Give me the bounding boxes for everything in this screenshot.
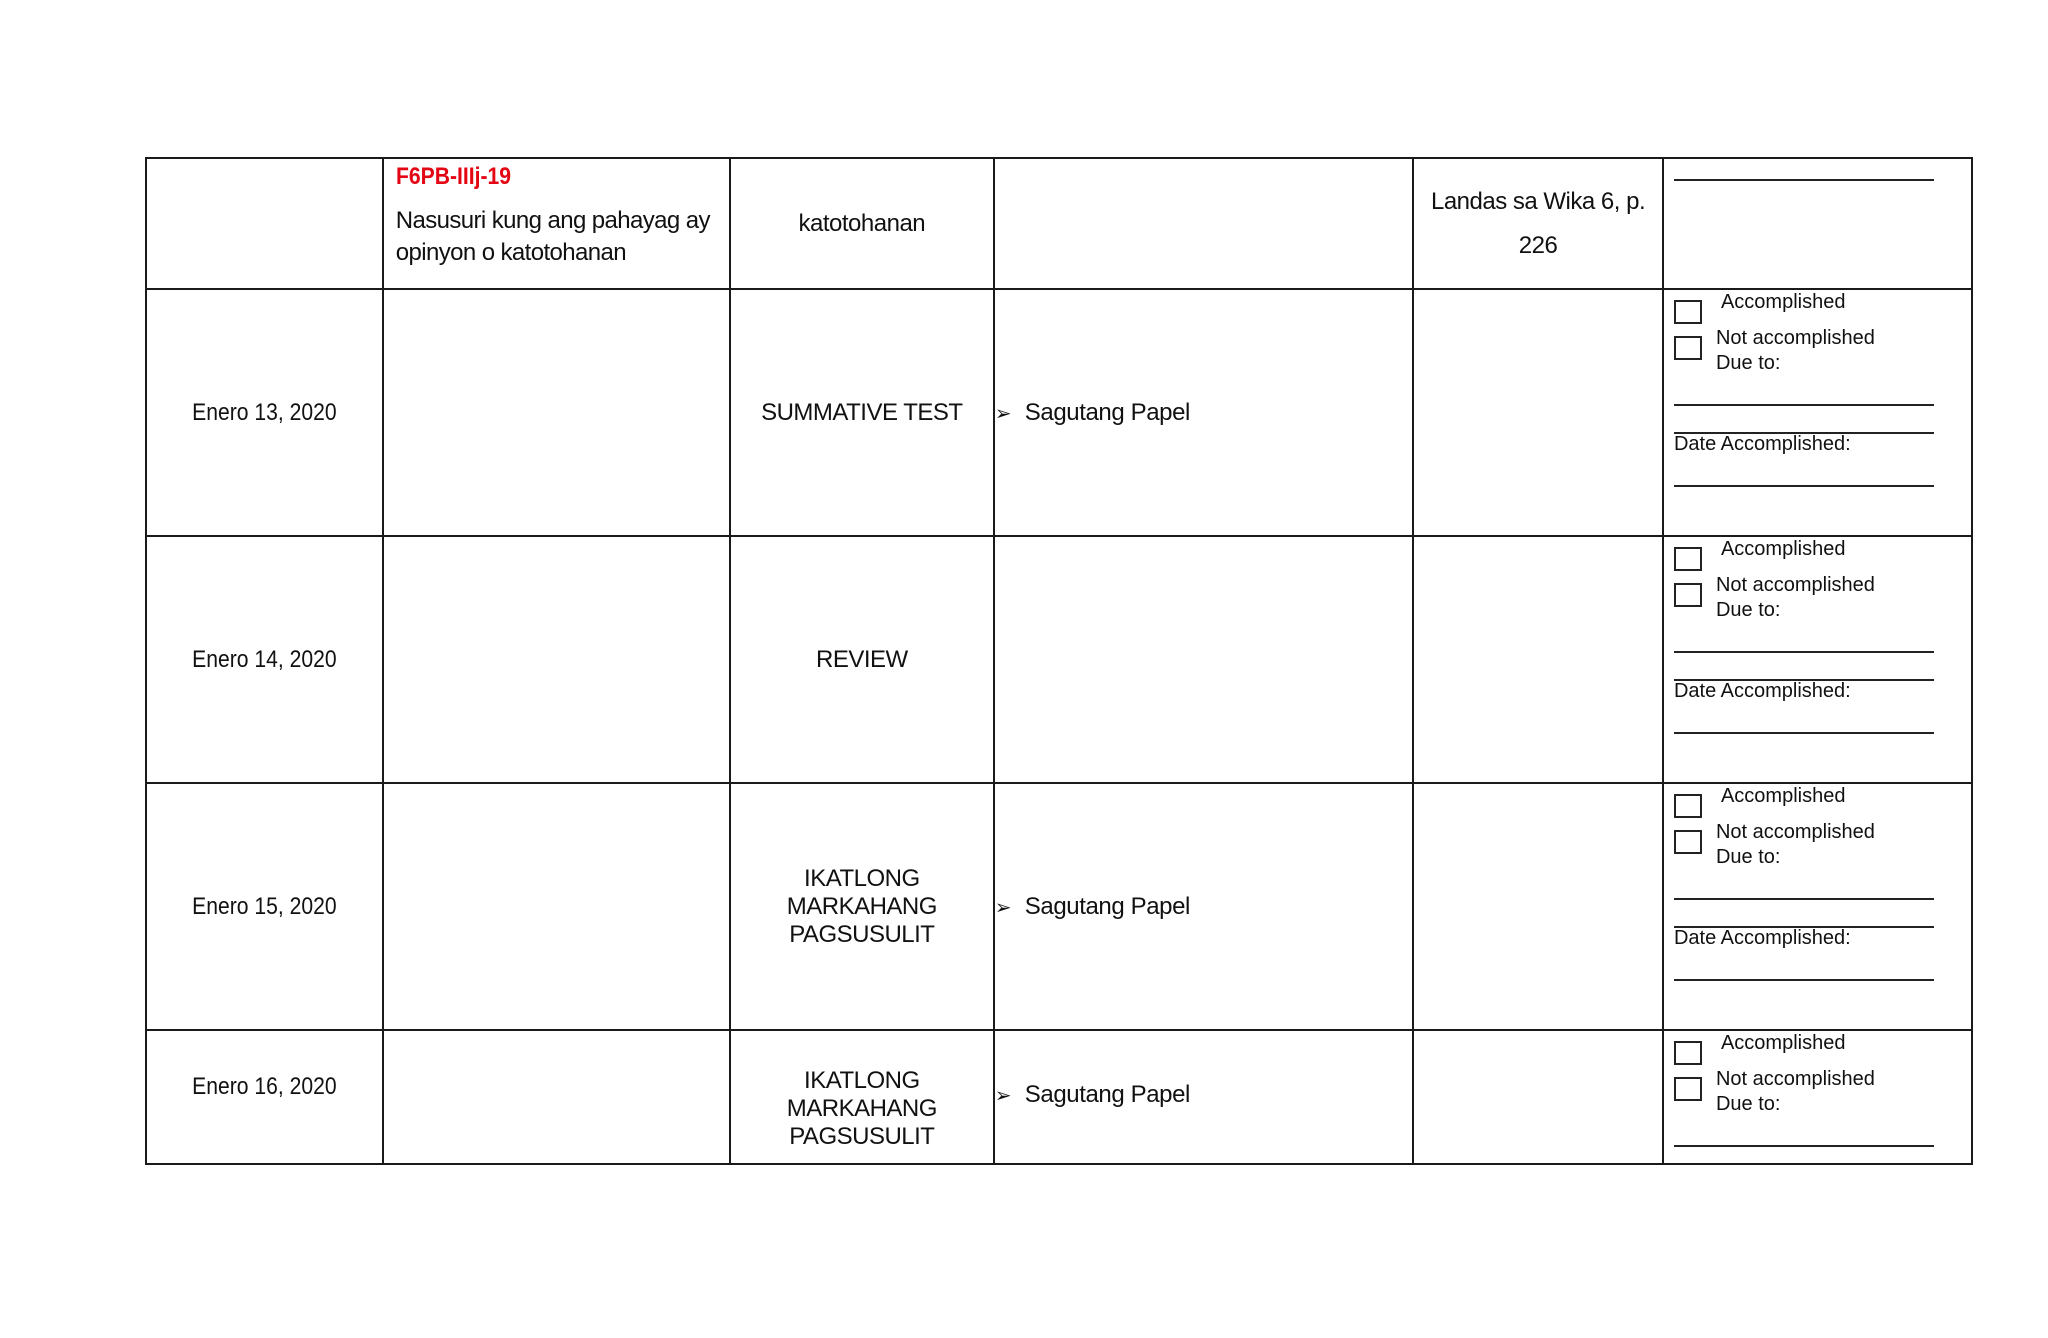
competency-code: F6PB-IIIj-19 (395, 163, 511, 190)
objective-cell (383, 783, 730, 1030)
objective-cell (383, 536, 730, 783)
accomplished-option (1674, 537, 1935, 573)
not-accomplished-option (1674, 573, 1935, 609)
blank-line (1674, 979, 1934, 981)
not-accomplished-checkbox[interactable] (1674, 830, 1702, 854)
date-cell: Enero 14, 2020 (160, 536, 368, 783)
accomplished-checkbox[interactable] (1674, 794, 1702, 818)
blank-line (1674, 651, 1934, 653)
date-cell: Enero 15, 2020 (160, 783, 368, 1030)
not-accomplished-option (1674, 1067, 1935, 1103)
topic-cell: REVIEW (730, 536, 994, 783)
date-cell: Enero 13, 2020 (160, 289, 368, 536)
date-accomplished-label: Date Accomplished: (1673, 680, 1851, 702)
accomplished-checkbox[interactable] (1674, 547, 1702, 571)
reference-line: Landas sa Wika 6, p. (1430, 187, 1646, 215)
table-row (146, 158, 1972, 289)
topic-line: IKATLONG MARKAHANG (786, 1067, 937, 1122)
due-to-label: Due to: (1715, 846, 1781, 868)
date-accomplished-label: Date Accomplished: (1673, 927, 1851, 949)
date-cell (146, 158, 383, 289)
accomplished-checkbox[interactable] (1674, 300, 1702, 324)
table-row (146, 536, 1972, 783)
accomplished-label: Accomplished (1720, 291, 1846, 313)
activity-cell (994, 536, 1413, 783)
reference-page: 226 (1518, 231, 1558, 259)
objective-text: Nasusuri kung ang pahayag ay opinyon o katotohanan (395, 207, 710, 266)
remarks-cell (1663, 1030, 1972, 1164)
blank-line (1674, 898, 1934, 900)
activity-cell (994, 289, 1413, 536)
not-accomplished-label: Not accomplished (1715, 821, 1875, 843)
accomplished-option (1674, 1031, 1935, 1067)
accomplished-label: Accomplished (1720, 1032, 1846, 1054)
reference-cell (1413, 158, 1663, 289)
table-row (146, 1030, 1972, 1164)
blank-line (1674, 1145, 1934, 1147)
objective-cell (383, 289, 730, 536)
accomplished-label: Accomplished (1720, 785, 1846, 807)
arrow-bullet-icon: ➢ (994, 896, 1012, 919)
not-accomplished-checkbox[interactable] (1674, 583, 1702, 607)
date-accomplished-label: Date Accomplished: (1673, 433, 1851, 455)
blank-line (1674, 404, 1934, 406)
not-accomplished-label: Not accomplished (1715, 1068, 1875, 1090)
topic-cell (730, 1030, 994, 1164)
not-accomplished-label: Not accomplished (1715, 574, 1875, 596)
not-accomplished-checkbox[interactable] (1674, 336, 1702, 360)
accomplished-option (1674, 784, 1935, 820)
reference-cell (1413, 783, 1663, 1030)
topic-line: IKATLONG MARKAHANG (786, 864, 937, 920)
blank-line (1674, 485, 1934, 487)
remarks-cell (1663, 289, 1972, 536)
due-to-label: Due to: (1715, 352, 1781, 374)
remarks-cell (1663, 783, 1972, 1030)
arrow-bullet-icon: ➢ (994, 402, 1012, 425)
topic-cell: katotohanan (730, 158, 994, 289)
reference-cell (1413, 536, 1663, 783)
activity-cell (994, 1030, 1413, 1164)
date-cell: Enero 16, 2020 (160, 1030, 368, 1164)
accomplished-label: Accomplished (1720, 538, 1846, 560)
accomplished-option (1674, 290, 1935, 326)
table-row (146, 289, 1972, 536)
activity-cell (994, 783, 1413, 1030)
reference-cell (1413, 1030, 1663, 1164)
lesson-plan-table (145, 157, 1973, 1165)
activity-text: Sagutang Papel (1024, 398, 1190, 426)
topic-line: PAGSUSULIT (789, 920, 935, 948)
table-row (146, 783, 1972, 1030)
objective-cell (383, 158, 730, 289)
remarks-cell (1663, 158, 1972, 289)
due-to-label: Due to: (1715, 1093, 1781, 1115)
not-accomplished-checkbox[interactable] (1674, 1077, 1702, 1101)
activity-text: Sagutang Papel (1024, 1081, 1190, 1108)
activity-cell (994, 158, 1413, 289)
blank-line (1674, 732, 1934, 734)
not-accomplished-option (1674, 820, 1935, 856)
not-accomplished-label: Not accomplished (1715, 327, 1875, 349)
topic-cell (730, 783, 994, 1030)
due-to-label: Due to: (1715, 599, 1781, 621)
remarks-cell (1663, 536, 1972, 783)
reference-cell (1413, 289, 1663, 536)
activity-text: Sagutang Papel (1024, 892, 1190, 920)
topic-line: PAGSUSULIT (789, 1123, 935, 1150)
not-accomplished-option (1674, 326, 1935, 362)
topic-cell: SUMMATIVE TEST (730, 289, 994, 536)
arrow-bullet-icon: ➢ (994, 1085, 1012, 1107)
objective-cell (383, 1030, 730, 1164)
blank-line (1674, 179, 1934, 181)
accomplished-checkbox[interactable] (1674, 1041, 1702, 1065)
